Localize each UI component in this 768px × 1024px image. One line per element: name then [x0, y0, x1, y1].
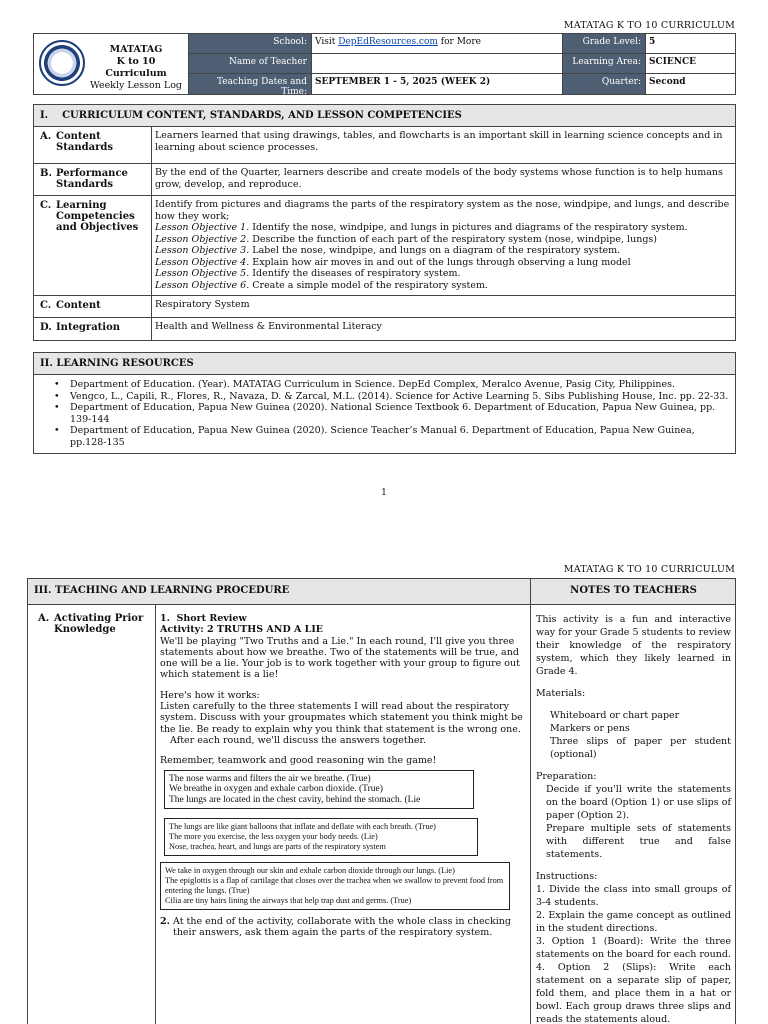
statement: The nose warms and filters the air we breathe. (True): [169, 773, 371, 784]
objective-lead: Lesson Objective 4.: [155, 256, 250, 268]
resource-item: • Department of Education, Papua New Guinea (2020). Science Teacher’s Manual 6. Department of Education, Papua New Guinea, pp.128-135: [50, 425, 729, 448]
lesson-objective: [155, 257, 731, 269]
lesson-objective: [155, 245, 731, 257]
competencies-text: [152, 196, 735, 295]
row-text: Respiratory System: [155, 299, 250, 310]
deped-seal-icon: [39, 40, 85, 86]
header-row-school: [189, 34, 735, 54]
school-suffix: for More: [437, 37, 481, 47]
preparation-item: Decide if you'll write the statements on the board (Option 1) or use slips of paper (Option 2).: [546, 784, 731, 821]
row-integration: [34, 318, 735, 340]
objective-lead: Lesson Objective 1.: [155, 222, 250, 233]
school-value: [312, 34, 563, 53]
objective-text: Create a simple model of the respiratory system.: [249, 279, 488, 291]
school-prefix: Visit: [315, 37, 339, 47]
lesson-objective: [155, 268, 731, 280]
grade-value: 5: [649, 37, 656, 47]
statement: Cilia are tiny hairs lining the airways that help trap dust and germs. (True): [165, 896, 412, 906]
statement: We take in oxygen through our skin and exhale carbon dioxide through our lungs. (Lie): [165, 866, 455, 876]
row-learning-competencies: [34, 196, 735, 296]
row-label: [28, 605, 156, 1024]
statement: The lungs are like giant balloons that inflate and deflate with each breath. (True): [169, 822, 436, 832]
statement: The lungs are located in the chest cavity, behind the stomach. (Lie: [169, 794, 421, 805]
page-number: 1: [381, 488, 387, 498]
step-text: At the end of the activity, collaborate with the whole class in checking their answers, ask them again the parts of the respiratory system.: [173, 916, 511, 939]
materials-label: Materials:: [536, 688, 586, 699]
row-performance-standards: [34, 164, 735, 196]
row-label: [34, 318, 152, 340]
resource-item: • Department of Education, Papua New Guinea (2020). National Science Textbook 6. Department of Education, Papua New Guinea, pp. 139-144: [50, 402, 729, 425]
logo-title: [86, 44, 186, 92]
row-content: [34, 296, 735, 318]
grade-label: Grade Level:: [563, 34, 646, 53]
row-label: [34, 164, 152, 195]
row-label-text: Content: [56, 300, 101, 311]
row-label-text: Performance Standards: [56, 168, 128, 190]
objective-lead: Lesson Objective 6.: [155, 279, 250, 291]
material-item: Whiteboard or chart paper: [550, 710, 680, 721]
row-label: [34, 127, 152, 163]
teacher-label: Name of Teacher: [189, 54, 312, 73]
statement: Nose, trachea, heart, and lungs are parts of the respiratory system: [169, 842, 386, 852]
instruction-item: 4. Option 2 (Slips): Write each statement on a separate slip of paper, fold them, and place them in a hat or bowl. Each group draws three slips and reads the statements aloud.: [536, 962, 731, 1024]
section-curriculum-content: [33, 104, 736, 341]
row-letter: A.: [38, 613, 50, 624]
competency-intro: Identify from pictures and diagrams the parts of the respiratory system as the nose, windpipe, and lungs, and describe how they work;: [155, 199, 730, 222]
table-body: [28, 605, 735, 1024]
step-2: [160, 916, 526, 939]
curriculum-tag: MATATAG K TO 10 CURRICULUM: [563, 564, 735, 575]
lesson-log-header: [33, 33, 736, 95]
statement-box-1: [164, 770, 474, 810]
section-learning-resources: [33, 352, 736, 454]
row-letter: C.: [40, 200, 52, 211]
row-letter: A.: [40, 131, 52, 142]
activity-title: Activity: 2 TRUTHS AND A LIE: [160, 624, 324, 636]
section-title: I. CURRICULUM CONTENT, STANDARDS, AND LESSON COMPETENCIES: [34, 105, 735, 127]
objective-text: Describe the function of each part of the respiratory system (nose, windpipe, lungs): [249, 233, 657, 245]
dates-value: SEPTEMBER 1 - 5, 2025 (WEEK 2): [312, 74, 563, 94]
logo-title-line: MATATAG: [109, 44, 163, 55]
area-value: SCIENCE: [649, 57, 696, 67]
resource-item: • Department of Education. (Year). MATATAG Curriculum in Science. DepEd Complex, Meralco Avenue, Pasig City, Philippines.: [50, 379, 729, 391]
objective-text: Identify the diseases of respiratory system.: [249, 268, 461, 279]
step-number: 2.: [160, 916, 170, 928]
preparation-item: Prepare multiple sets of statements with different true and false statements.: [546, 823, 731, 860]
material-item: Three slips of paper per student (optional): [550, 736, 731, 760]
row-label-text: Integration: [56, 322, 121, 333]
row-letter: D.: [40, 322, 52, 333]
table-header: [28, 579, 735, 605]
instruction-item: 3. Option 1 (Board): Write the three statements on the board for each round.: [536, 936, 731, 960]
how-it-works-text: Listen carefully to the three statements I will read about the respiratory system. Discuss with your groupmates which statement you think might be the lie. Be ready to explain why you think that statement is the wrong one.: [160, 701, 523, 735]
row-text: Learners learned that using drawings, tables, and flowcharts is an important skill in learning science concepts and in learning about science processes.: [155, 130, 723, 153]
logo-title-line: Weekly Lesson Log: [89, 80, 183, 91]
lesson-objective: [155, 222, 731, 234]
teaching-procedure-table: [27, 578, 736, 1024]
header-row-teacher: [189, 54, 735, 74]
row-letter: B.: [40, 168, 52, 179]
resources-list: [34, 375, 735, 453]
row-label-text: Learning Competencies and Objectives: [56, 200, 139, 233]
objective-lead: Lesson Objective 2.: [155, 233, 250, 245]
step-heading: 1. Short Review: [160, 613, 247, 624]
teacher-value: [312, 54, 563, 73]
instruction-item: 2. Explain the game concept as outlined in the student directions.: [536, 910, 731, 934]
instructions-label: Instructions:: [536, 871, 598, 882]
dates-label: Teaching Dates and Time:: [189, 74, 312, 94]
page-2: [0, 530, 768, 1024]
objective-text: Label the nose, windpipe, and lungs on a diagram of the respiratory system.: [249, 245, 621, 256]
procedure-heading: III. TEACHING AND LEARNING PROCEDURE: [28, 579, 531, 604]
depedresources-link[interactable]: DepEdResources.com: [338, 37, 438, 47]
row-label: [34, 296, 152, 317]
objective-lead: Lesson Objective 5.: [155, 268, 250, 279]
instruction-item: 1. Divide the class into small groups of 3-4 students.: [536, 884, 731, 908]
curriculum-tag: MATATAG K TO 10 CURRICULUM: [563, 20, 735, 31]
school-label: School:: [189, 34, 312, 53]
row-letter: C.: [40, 300, 52, 311]
resource-item: • Vengco, L., Capili, R., Flores, R., Navaza, D. & Zarcal, M.L. (2014). Science for Active Learning 5. Sibs Publishing House, Inc. pp. 22-33.: [50, 391, 729, 403]
area-label: Learning Area:: [563, 54, 646, 73]
notes-intro: This activity is a fun and interactive way for your Grade 5 students to review their knowledge of the respiratory system, which they likely learned in Grade 4.: [536, 614, 731, 677]
procedure-content: [156, 605, 531, 1024]
how-it-works-tail: After each round, we'll discuss the answers together.: [170, 734, 426, 746]
statement: The more you exercise, the less oxygen your body needs. (Lie): [169, 832, 378, 842]
row-text: Health and Wellness & Environmental Literacy: [155, 321, 382, 332]
how-it-works-lead: Here's how it works:: [160, 689, 260, 701]
row-label-text: Activating Prior Knowledge: [54, 613, 144, 635]
statement: We breathe in oxygen and exhale carbon dioxide. (True): [169, 784, 383, 795]
material-item: Markers or pens: [550, 723, 630, 734]
logo-cell: [34, 34, 189, 94]
row-label-text: Content Standards: [56, 131, 113, 153]
statement-box-3: [160, 862, 510, 910]
activity-intro: We'll be playing "Two Truths and a Lie." In each round, I'll give you three statements about how we breathe. Two of the statements will be true, and one will be a lie. Your job is to work together with your group to figure out which statement is a lie!: [160, 635, 520, 681]
preparation-label: Preparation:: [536, 771, 597, 782]
lesson-objective: [155, 280, 731, 292]
quarter-value: Second: [649, 77, 686, 87]
row-content-standards: [34, 127, 735, 164]
statement: The epiglottis is a flap of cartilage that closes over the trachea when we swallow to prevent food from entering the lungs. (True): [165, 876, 504, 896]
row-text: By the end of the Quarter, learners describe and create models of the body systems whose function is to help humans grow, develop, and reproduce.: [155, 167, 723, 190]
objective-text: Explain how air moves in and out of the lungs through observing a lung model: [249, 256, 631, 268]
objective-text: Identify the nose, windpipe, and lungs in pictures and diagrams of the respiratory system.: [249, 222, 688, 233]
logo-title-line: K to 10 Curriculum: [105, 56, 167, 79]
statement-box-2: [164, 818, 478, 856]
notes-content: [531, 605, 736, 1024]
row-label: [34, 196, 152, 295]
objective-lead: Lesson Objective 3.: [155, 245, 250, 256]
quarter-label: Quarter:: [563, 74, 646, 94]
section-title: II. LEARNING RESOURCES: [34, 353, 735, 375]
lesson-objective: [155, 234, 731, 246]
notes-heading: NOTES TO TEACHERS: [570, 585, 697, 596]
header-row-dates: [189, 74, 735, 97]
teamwork-reminder: Remember, teamwork and good reasoning win the game!: [160, 755, 437, 767]
